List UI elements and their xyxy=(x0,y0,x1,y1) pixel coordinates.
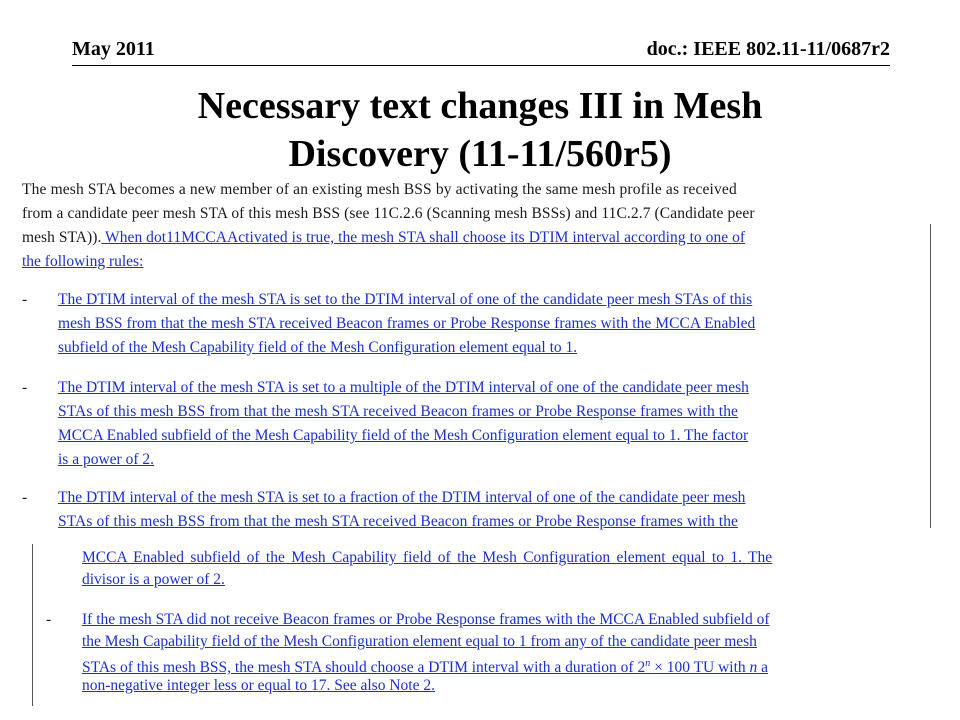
header-date: May 2011 xyxy=(72,38,155,60)
change-bar-lower xyxy=(32,544,33,706)
rule-line: STAs of this mesh BSS from that the mesh STA received Beacon frames or Probe Response frames with the xyxy=(58,403,739,420)
variable-n: n xyxy=(749,659,758,677)
rule-marker: - xyxy=(22,379,28,396)
title-line-1: Necessary text changes III in Mesh xyxy=(197,85,763,127)
rule-text: a xyxy=(757,659,769,677)
rule-line: mesh BSS from that the mesh STA received Beacon frames or Probe Response frames with the MCCA Enabled xyxy=(58,315,756,332)
rule-text: × 100 TU with xyxy=(650,659,750,677)
slide-title xyxy=(90,82,870,178)
intro-line xyxy=(22,228,745,247)
rule-line: the Mesh Capability field of the Mesh Configuration element equal to 1 from any of the candidate peer mesh xyxy=(82,633,757,650)
rule-marker: - xyxy=(46,611,52,628)
intro-inserted-text: the following rules: xyxy=(22,253,144,270)
intro-inserted-text: When dot11MCCAActivated is true, the mesh STA shall choose its DTIM interval according to one of xyxy=(101,229,746,246)
intro-line: from a candidate peer mesh STA of this mesh BSS (see 11C.2.6 (Scanning mesh BSSs) and 11C.2.7 (Candidate peer xyxy=(22,205,755,222)
rule-line: subfield of the Mesh Capability field of the Mesh Configuration element equal to 1. xyxy=(58,339,578,356)
rule-line: is a power of 2. xyxy=(58,451,154,468)
intro-plain-text: mesh STA)). xyxy=(22,229,102,246)
rule-line xyxy=(82,654,768,677)
rule-line: non-negative integer less or equal to 17. See also Note 2. xyxy=(82,677,435,694)
header-doc-id: doc.: IEEE 802.11-11/0687r2 xyxy=(646,38,890,60)
rule-marker: - xyxy=(22,291,28,308)
rule-line: The DTIM interval of the mesh STA is set to a fraction of the DTIM interval of one of the candidate peer mesh xyxy=(58,489,746,506)
rule-line: The DTIM interval of the mesh STA is set to a multiple of the DTIM interval of one of the candidate peer mesh xyxy=(58,379,749,396)
rule-line: divisor is a power of 2. xyxy=(82,571,225,588)
rule-line: The DTIM interval of the mesh STA is set to the DTIM interval of one of the candidate peer mesh STAs of this xyxy=(58,291,753,308)
intro-line: The mesh STA becomes a new member of an existing mesh BSS by activating the same mesh profile as received xyxy=(22,181,737,198)
rule-line: STAs of this mesh BSS from that the mesh STA received Beacon frames or Probe Response frames with the xyxy=(58,513,739,530)
exponent-n: n xyxy=(645,658,651,669)
title-line-2: Discovery (11-11/560r5) xyxy=(288,133,672,175)
rule-line: MCCA Enabled subfield of the Mesh Capability field of the Mesh Configuration element equal to 1. The factor xyxy=(58,427,749,444)
change-bar-upper xyxy=(930,224,931,528)
header-divider xyxy=(72,65,890,66)
rule-text: STAs of this mesh BSS, the mesh STA should choose a DTIM interval with a duration of 2 xyxy=(82,659,646,677)
rule-line: MCCA Enabled subfield of the Mesh Capability field of the Mesh Configuration element equal to 1. The xyxy=(82,549,773,566)
rule-marker: - xyxy=(22,489,28,506)
rule-line: If the mesh STA did not receive Beacon frames or Probe Response frames with the MCCA Enabled subfield of xyxy=(82,611,770,628)
